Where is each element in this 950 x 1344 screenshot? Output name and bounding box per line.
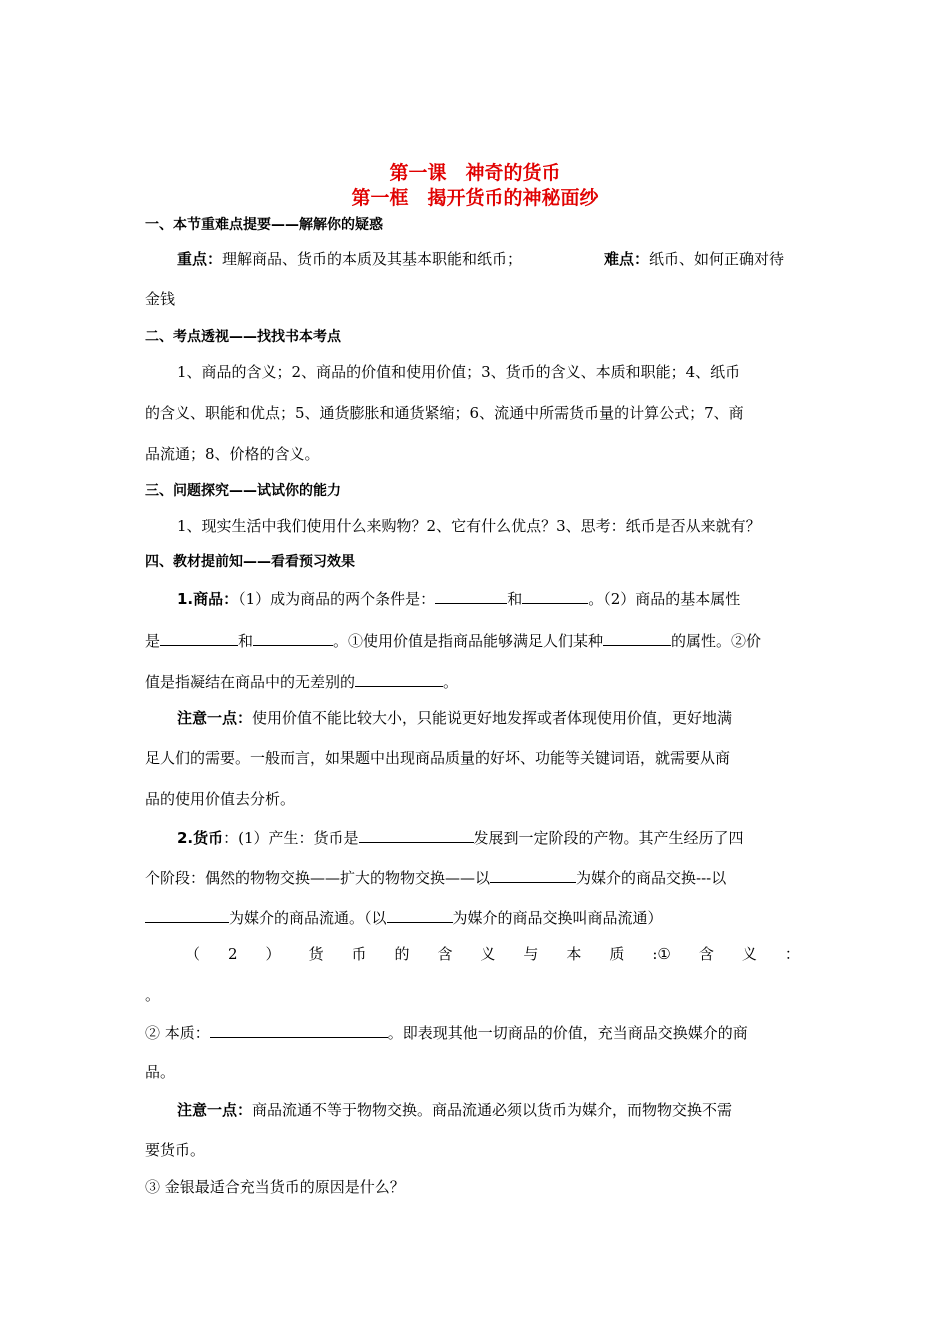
- commodity-text: 是: [145, 632, 161, 650]
- spread-char: 的: [394, 945, 410, 963]
- commodity-text: 和: [238, 632, 254, 650]
- commodity-text: 和: [507, 590, 523, 608]
- note2-line1: [177, 1099, 810, 1121]
- spread-char: （: [185, 945, 201, 963]
- frame-title: 第一框 揭开货币的神秘面纱: [351, 187, 599, 209]
- section3-line1: 1、现实生活中我们使用什么来购物？2、它有什么优点？3、思考：纸币是否从来就有？: [177, 517, 761, 535]
- spread-char: ：: [784, 945, 800, 963]
- section1-heading: 一、本节重难点提要——解解你的疑惑: [145, 217, 383, 233]
- money-text: 个阶段：偶然的物物交换——扩大的物物交换——以: [145, 869, 491, 887]
- commodity-text: 。（2）商品的基本属性: [588, 590, 741, 608]
- spread-char: 含: [698, 945, 714, 963]
- gold-silver-question: ③ 金银最适合充当货币的原因是什么？: [145, 1178, 405, 1196]
- money-line2: [145, 866, 810, 889]
- spread-char: 与: [523, 945, 539, 963]
- lesson-title: 第一课 神奇的货币: [389, 162, 561, 184]
- note-text: 使用价值不能比较大小，只能说更好地发挥或者体现使用价值，更好地满: [252, 709, 733, 727]
- money-label: 2.货币: [177, 829, 224, 847]
- spread-char: 货: [308, 945, 324, 963]
- note1-line3: 品的使用价值去分析。: [145, 790, 296, 808]
- spread-char: :①: [652, 945, 671, 963]
- spread-char: 币: [351, 945, 367, 963]
- fill-blank[interactable]: [210, 1021, 388, 1038]
- commodity-text: 的属性。②价: [671, 632, 762, 650]
- spread-char: ）: [265, 945, 281, 963]
- money-essence-cont: 品。: [145, 1063, 176, 1081]
- fill-blank[interactable]: [160, 629, 238, 646]
- section2-line3: 品流通；8、价格的含义。: [145, 445, 320, 463]
- note1-line1: [177, 707, 810, 729]
- fill-blank[interactable]: [145, 906, 229, 923]
- money-text: 。即表现其他一切商品的价值，充当商品交换媒介的商: [387, 1024, 748, 1042]
- fill-blank[interactable]: [603, 629, 671, 646]
- note-label: 注意一点：: [177, 1101, 253, 1119]
- spread-char: 义: [480, 945, 496, 963]
- section4-heading: 四、教材提前知——看看预习效果: [145, 554, 355, 570]
- key-points-line: [177, 248, 810, 270]
- money-meaning-end: 。: [145, 986, 161, 1004]
- fill-blank[interactable]: [355, 670, 443, 687]
- section2-line2: 的含义、职能和优点；5、通货膨胀和通货紧缩；6、流通中所需货币量的计算公式；7、商: [145, 404, 744, 422]
- note-text: 商品流通不等于物物交换。商品流通必须以货币为媒介，而物物交换不需: [252, 1101, 733, 1119]
- fill-blank[interactable]: [522, 587, 588, 604]
- section2-heading: 二、考点透视——找找书本考点: [145, 329, 341, 345]
- spread-char: 本: [566, 945, 582, 963]
- commodity-text: 值是指凝结在商品中的无差别的: [145, 673, 356, 691]
- money-text: ：(1）产生：货币是: [223, 829, 359, 847]
- money-text: 发展到一定阶段的产物。其产生经历了四: [473, 829, 744, 847]
- money-line3: [145, 906, 810, 929]
- fill-blank[interactable]: [490, 866, 576, 883]
- fill-blank[interactable]: [359, 826, 474, 843]
- money-essence-line: [145, 1021, 810, 1044]
- note-label: 注意一点：: [177, 709, 253, 727]
- spread-char: 2: [227, 945, 238, 963]
- hard-points: [604, 248, 784, 270]
- fill-blank[interactable]: [435, 587, 507, 604]
- hard-label: 难点：: [604, 250, 650, 268]
- note1-line2: 足人们的需要。一般而言，如果题中出现商品质量的好坏、功能等关键词语，就需要从商: [145, 749, 731, 767]
- note2-line2: 要货币。: [145, 1141, 206, 1159]
- fill-blank[interactable]: [253, 629, 333, 646]
- money-meaning-line: [185, 943, 800, 965]
- money-text: ② 本质：: [145, 1024, 210, 1042]
- section3-heading: 三、问题探究——试试你的能力: [145, 483, 341, 499]
- commodity-line3: [145, 670, 810, 693]
- spread-char: 含: [437, 945, 453, 963]
- commodity-label: 1.商品：: [177, 590, 239, 608]
- money-line1: [177, 826, 810, 849]
- commodity-text: 。: [443, 673, 459, 691]
- commodity-text: （1）成为商品的两个条件是：: [238, 590, 436, 608]
- spread-char: 义: [741, 945, 757, 963]
- spread-char: 质: [609, 945, 625, 963]
- hard-text-cont: 金钱: [145, 290, 176, 308]
- key-text: 理解商品、货币的本质及其基本职能和纸币；: [222, 250, 523, 268]
- money-text: 为媒介的商品交换叫商品流通）: [452, 909, 663, 927]
- section2-line1: 1、商品的含义；2、商品的价值和使用价值；3、货币的含义、本质和职能；4、纸币: [177, 363, 741, 381]
- key-label: 重点：: [177, 250, 223, 268]
- commodity-text: 。①使用价值是指商品能够满足人们某种: [333, 632, 604, 650]
- money-text: 为媒介的商品交换---以: [576, 869, 727, 887]
- commodity-line1: [177, 587, 810, 610]
- hard-text: 纸币、如何正确对待: [649, 250, 785, 268]
- fill-blank[interactable]: [387, 906, 453, 923]
- commodity-line2: [145, 629, 810, 652]
- money-text: 为媒介的商品流通。（以: [229, 909, 387, 927]
